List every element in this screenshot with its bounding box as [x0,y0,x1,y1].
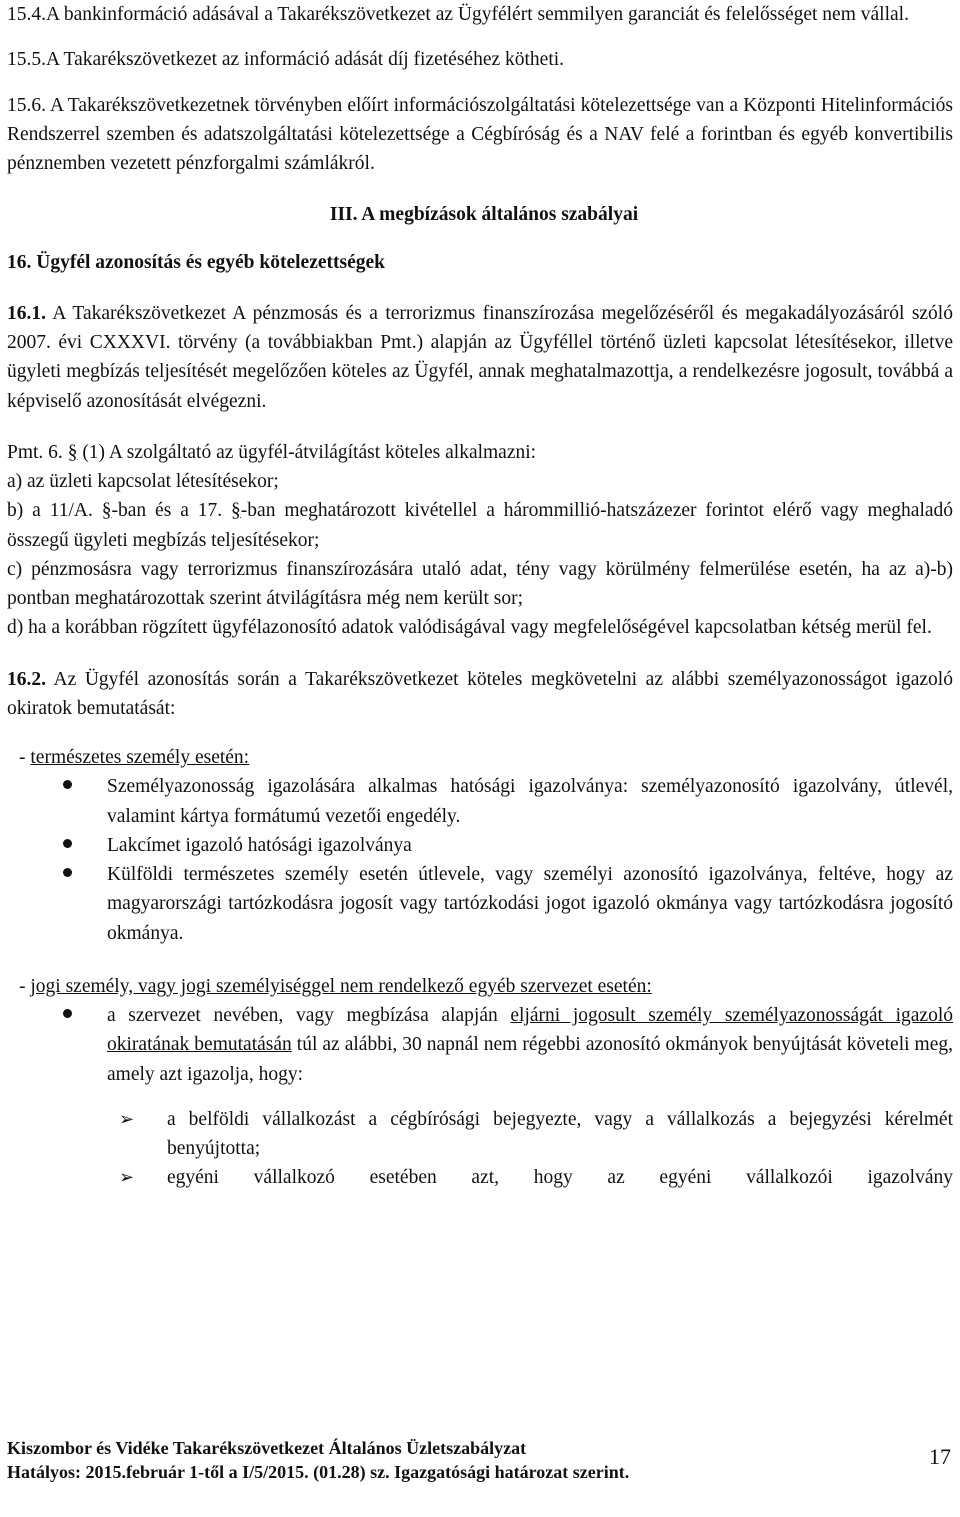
paragraph-16-1 [7,299,953,416]
arrow-icon: ➢ [119,1167,135,1189]
list-item [7,860,953,948]
list-item [7,772,953,831]
list-item [7,1001,953,1089]
list-item [7,831,953,860]
pmt-item-b [7,496,953,555]
paragraph-text: Az Ügyfél azonosítás során a Takarékszövetkezet köteles megkövetelni az alábbi személyazonosságot igazoló okiratok bemutatását: [7,668,953,719]
pmt-item-a: a) az üzleti kapcsolat létesítésekor; [7,471,279,492]
paragraph-15-4: 15.4.A bankinformáció adásával a Takarékszövetkezet az Ügyfélért semmilyen garanciát és felelősséget nem vállal. [7,4,909,25]
pmt-intro [7,438,953,467]
pmt-item-b-part: -ban meghatározott kivétellel a hárommillió-hatszázezer forintot elérő vagy meghaladó összegű ügyleti megbízás teljesítésekor; [7,500,954,551]
section-heading-iii: III. A megbízások általános szabályai [329,204,639,226]
natural-person-heading-text: természetes személy esetén: [30,747,250,768]
arrow-list [7,1105,953,1193]
arrow-list-item-text: egyéni vállalkozó esetében azt, hogy az egyéni vállalkozói igazolvány [167,1167,953,1189]
page-number: 17 [929,1444,951,1469]
list-item-text: Személyazonosság igazolására alkalmas hatósági igazolványa: személyazonosító igazolvány, útlevél, valamint kártya formátumú vezetői engedély. [107,776,953,827]
legal-person-heading [7,972,953,1001]
pmt-item-b-part: -ban és a 17. [111,500,223,522]
paragraph-number: 16.1. [7,302,46,324]
arrow-list-item [7,1163,953,1192]
arrow-icon: ➢ [119,1108,135,1130]
paragraph-text: A Takarékszövetkezet A pénzmosás és a terrorizmus finanszírozása megelőzéséről és megakadályozásáról szóló 2007. évi CXXXVI. törvény (a továbbiakban Pmt.) alapján az Ügyféllel történő üzleti kapcsolat létesítésekor, illetve ügyleti megbízás teljesítését megelőzően köteles az Ügyfél, annak meghatalmazottja, a rendelkezésre jogosult, továbbá a képviselő azonosítását elvégezni. [7,302,953,412]
bullet-icon [63,831,72,860]
bullet-icon [63,1001,72,1030]
paragraph-16-2 [7,665,953,724]
pmt-item-b-part: b) a 11/A. [7,500,93,522]
dash: - [19,975,31,997]
section-sign: § [67,441,78,463]
list-item-text: Lakcímet igazoló hatósági igazolványa [107,834,412,856]
paragraph-number: 16.2. [7,668,46,690]
list-item-text: túl az alábbi, 30 napnál nem régebbi azonosító okmányok benyújtását követeli meg, amely azt igazolja, hogy: [107,1034,953,1085]
bullet-icon [63,772,72,801]
arrow-list-item-text: a belföldi vállalkozást a cégbírósági bejegyezte, vagy a vállalkozás a bejegyzési kérelmét benyújtotta; [167,1108,953,1159]
section-heading-16: 16. Ügyfél azonosítás és egyéb kötelezettségek [7,251,385,273]
footer-title: Kiszombor és Vidéke Takarékszövetkezet Általános Üzletszabályzat [7,1438,527,1458]
pmt-quote [7,438,953,643]
section-sign: § [101,500,112,522]
natural-person-heading [7,743,953,772]
section-sign: § [231,500,241,522]
footer-validity: Hatályos: 2015.február 1-től a I/5/2015. (01.28) sz. Igazgatósági határozat szerint. [7,1462,630,1483]
pmt-intro-text: (1) A szolgáltató az ügyfél-átvilágítást köteles alkalmazni: [82,441,537,463]
pmt-ref: Pmt. 6. [7,441,63,463]
paragraph-15-5: 15.5.A Takarékszövetkezet az információ adását díj fizetéséhez kötheti. [7,49,565,71]
bullet-icon [63,860,72,889]
legal-person-heading-text: jogi személy, vagy jogi személyiséggel nem rendelkező egyéb szervezet esetén: [30,975,652,997]
list-item-text: Külföldi természetes személy esetén útlevele, vagy személyi azonosító igazolványa, feltéve, hogy az magyarországi tartózkodásra jogosít vagy tartózkodási jogot igazoló okmánya vagy tartózkodásra jogosító okmánya. [107,864,953,944]
pmt-item-c: c) pénzmosásra vagy terrorizmus finanszírozására utaló adat, tény vagy körülmény felmerülése esetén, ha az a)-b) pontban meghatározottak szerint átvilágításra még nem került sor; [7,558,953,609]
page-footer [7,1436,953,1485]
pmt-item-d: d) ha a korábban rögzített ügyfélazonosító adatok valódiságával vagy megfelelőségével kapcsolatban kétség merül fel. [7,617,932,639]
arrow-list-item [7,1105,953,1164]
list-item-underlined-text: eljárni jogosult személy személyazonosságát igazoló okiratának bemutatásán [107,1005,953,1056]
natural-person-list [7,772,953,948]
dash: - [19,747,31,768]
paragraph-15-6: 15.6. A Takarékszövetkezetnek törvényben előírt információszolgáltatási kötelezettsége van a Központi Hitelinformációs Rendszerrel szemben és adatszolgáltatási kötelezettsége a Cégbíróság és a NAV felé a forintban és egyéb konvertibilis pénznemben vezetett pénzforgalmi számlákról. [7,94,953,174]
legal-person-list [7,1001,953,1089]
list-item-text: a szervezet nevében, vagy megbízása alapján [107,1005,511,1026]
